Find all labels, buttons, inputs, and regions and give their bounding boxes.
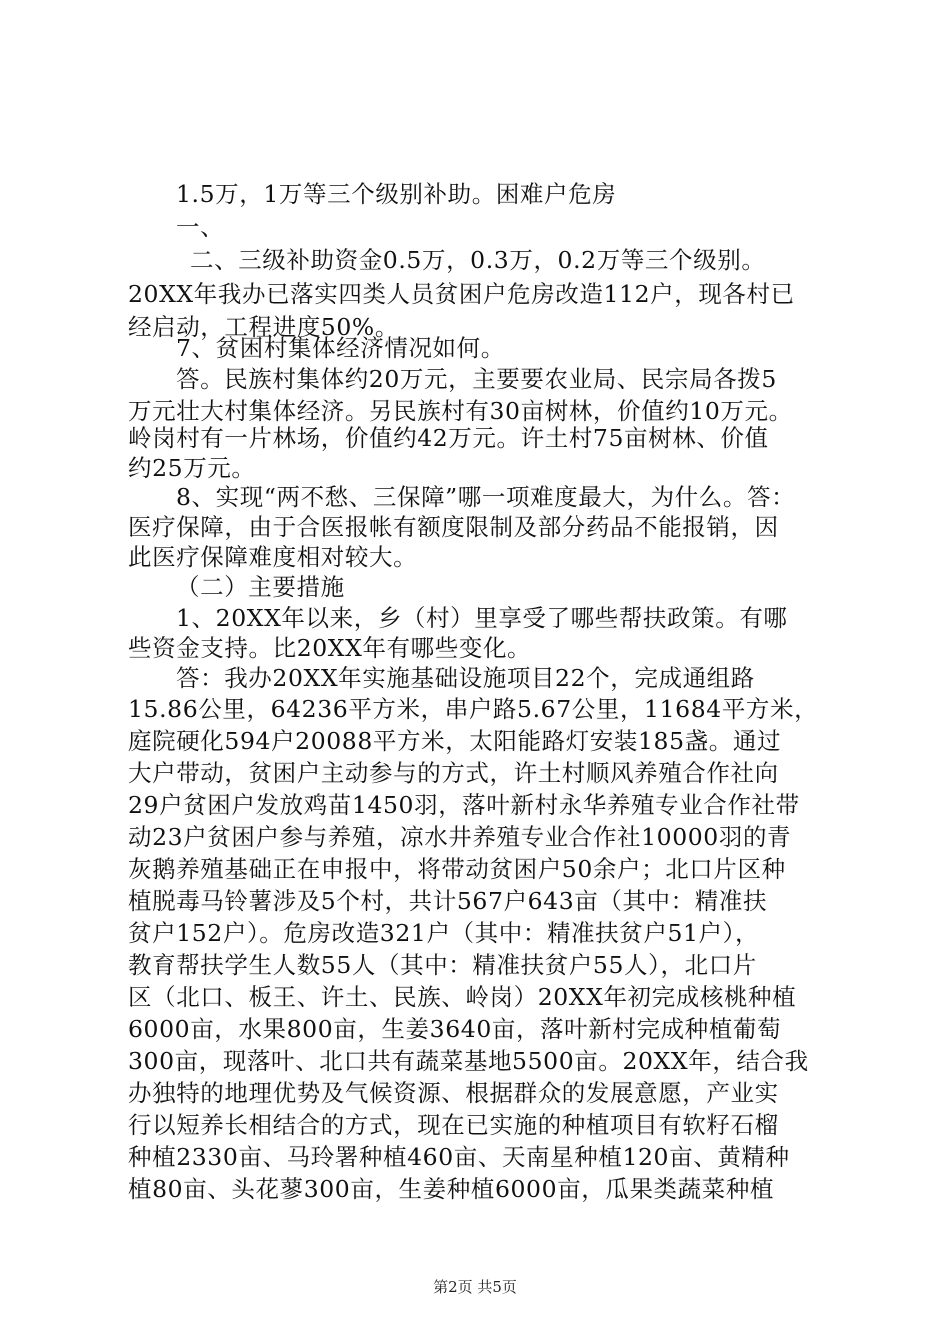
text-line: 植80亩、头花蓼300亩，生姜种植6000亩，瓜果类蔬菜种植 bbox=[128, 1175, 775, 1203]
text-line: 区（北口、板王、许土、民族、岭岗）20XX年初完成核桃种植 bbox=[128, 983, 797, 1011]
text-line: 7、贫困村集体经济情况如何。 bbox=[176, 334, 505, 362]
text-line: 答：我办20XX年实施基础设施项目22个，完成通组路 bbox=[176, 664, 755, 692]
text-line: 20XX年我办已落实四类人员贫困户危房改造112户，现各村已 bbox=[128, 280, 795, 308]
text-line: 二、三级补助资金0.5万，0.3万，0.2万等三个级别。 bbox=[190, 246, 766, 274]
text-line: 灰鹅养殖基础正在申报中，将带动贫困户50余户；北口片区种 bbox=[128, 855, 786, 883]
text-line: 教育帮扶学生人数55人（其中：精准扶贫户55人），北口片 bbox=[128, 951, 757, 979]
text-line: 1、20XX年以来，乡（村）里享受了哪些帮扶政策。有哪 bbox=[176, 604, 788, 632]
text-line: 大户带动，贫困户主动参与的方式，许土村顺风养殖合作社向 bbox=[128, 759, 779, 787]
page-number: 第2页 共5页 bbox=[433, 1278, 517, 1296]
text-line: 行以短养长相结合的方式，现在已实施的种植项目有软籽石榴 bbox=[128, 1111, 779, 1139]
text-line: 答。民族村集体约20万元，主要要农业局、民宗局各拨5 bbox=[176, 365, 777, 393]
text-line: 庭院硬化594户20088平方米，太阳能路灯安装185盏。通过 bbox=[128, 727, 782, 755]
text-line: 万元壮大村集体经济。另民族村有30亩树林，价值约10万元。 bbox=[128, 397, 793, 425]
text-line: 此医疗保障难度相对较大。 bbox=[128, 543, 418, 571]
text-line: 约25万元。 bbox=[128, 454, 256, 482]
text-line: 种植2330亩、马玲署种植460亩、天南星种植120亩、黄精种 bbox=[128, 1143, 790, 1171]
text-line: 300亩，现落叶、北口共有蔬菜基地5500亩。20XX年，结合我 bbox=[128, 1047, 809, 1075]
text-line: 些资金支持。比20XX年有哪些变化。 bbox=[128, 634, 532, 662]
text-line: 6000亩，水果800亩，生姜3640亩，落叶新村完成种植葡萄 bbox=[128, 1015, 782, 1043]
text-line: 经启动，工程进度50%。 bbox=[128, 313, 399, 341]
section-heading: （二）主要措施 bbox=[176, 573, 345, 601]
text-line: 岭岗村有一片林场，价值约42万元。许土村75亩树林、价值 bbox=[128, 424, 769, 452]
text-line: 一、 bbox=[176, 213, 225, 241]
text-line: 植脱毒马铃薯涉及5个村，共计567户643亩（其中：精准扶 bbox=[128, 887, 768, 915]
text-line: 29户贫困户发放鸡苗1450羽，落叶新村永华养殖专业合作社带 bbox=[128, 791, 800, 819]
text-line: 贫户152户）。危房改造321户（其中：精准扶贫户51户）， bbox=[128, 919, 760, 947]
text-line: 动23户贫困户参与养殖，凉水井养殖专业合作社10000羽的青 bbox=[128, 823, 792, 851]
text-line: 医疗保障，由于合医报帐有额度限制及部分药品不能报销，因 bbox=[128, 513, 779, 541]
text-line: 15.86公里，64236平方米，串户路5.67公里，11684平方米， bbox=[128, 695, 819, 723]
text-line: 1.5万，1万等三个级别补助。困难户危房 bbox=[176, 180, 617, 208]
text-line: 8、实现“两不愁、三保障”哪一项难度最大，为什么。答： bbox=[176, 483, 796, 511]
text-line: 办独特的地理优势及气候资源、根据群众的发展意愿，产业实 bbox=[128, 1079, 779, 1107]
